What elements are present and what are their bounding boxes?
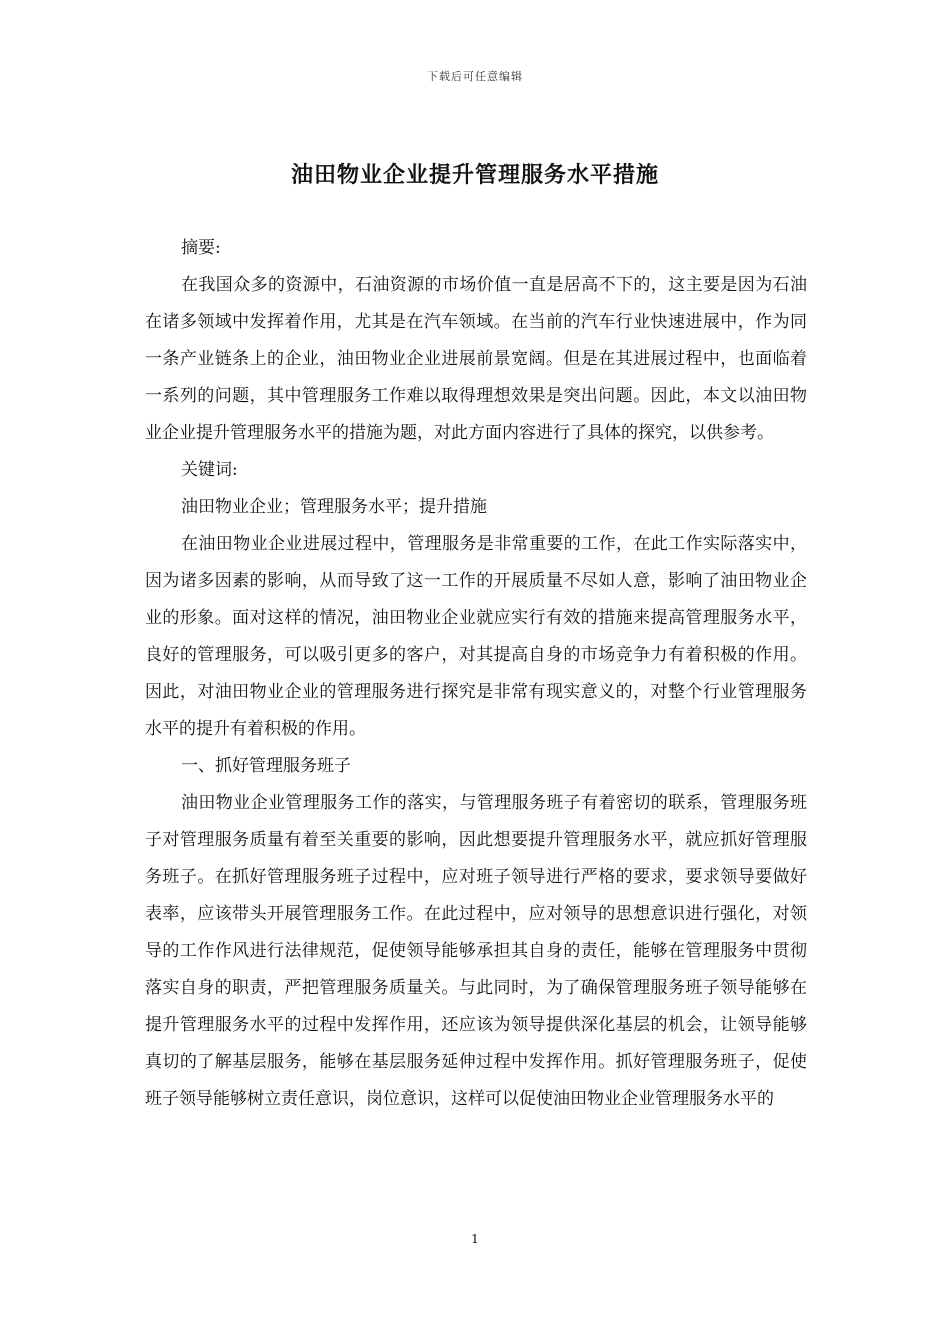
abstract-label: 摘要: — [181, 238, 221, 258]
section-heading: 一、抓好管理服务班子 — [181, 756, 351, 776]
document-title: 油田物业企业提升管理服务水平措施 — [290, 162, 659, 188]
header-note: 下载后可任意编辑 — [427, 70, 523, 83]
abstract-paragraph: 在我国众多的资源中，石油资源的市场价值一直是居高不下的，这主要是因为石油在诸多领域中发挥着作用，尤其是在汽车领域。在当前的汽车行业快速进展中，作为同一条产业链条上的企业，油田物业企业进展前景宽阔。但是在其进展过程中，也面临着一系列的问题，其中管理服务工作难以取得理想效果是突出问题。因此，本文以油田物业企业提升管理服务水平的措施为题，对此方面内容进行了具体的探究，以供参考。 — [145, 275, 807, 443]
page-number: 1 — [471, 1232, 479, 1246]
section-paragraph: 油田物业企业管理服务工作的落实，与管理服务班子有着密切的联系，管理服务班子对管理服务质量有着至关重要的影响，因此想要提升管理服务水平，就应抓好管理服务班子。在抓好管理服务班子过程中，应对班子领导进行严格的要求，要求领导要做好表率，应该带头开展管理服务工作。在此过程中，应对领导的思想意识进行强化，对领导的工作作风进行法律规范，促使领导能够承担其自身的责任，能够在管理服务中贯彻落实自身的职责，严把管理服务质量关。与此同时，为了确保管理服务班子领导能够在提升管理服务水平的过程中发挥作用，还应该为领导提供深化基层的机会，让领导能够真切的了解基层服务，能够在基层服务延伸过程中发挥作用。抓好管理服务班子，促使班子领导能够树立责任意识，岗位意识，这样可以促使油田物业企业管理服务水平的 — [145, 793, 807, 1109]
keywords-paragraph: 油田物业企业；管理服务水平；提升措施 — [181, 497, 487, 517]
keywords-label: 关键词: — [181, 460, 238, 480]
intro-paragraph: 在油田物业企业进展过程中，管理服务是非常重要的工作，在此工作实际落实中，因为诸多因素的影响，从而导致了这一工作的开展质量不尽如人意，影响了油田物业企业的形象。面对这样的情况，油田物业企业就应实行有效的措施来提高管理服务水平，良好的管理服务，可以吸引更多的客户，对其提高自身的市场竞争力有着积极的作用。因此，对油田物业企业的管理服务进行探究是非常有现实意义的，对整个行业管理服务水平的提升有着积极的作用。 — [145, 534, 807, 739]
document-body — [145, 230, 807, 1118]
